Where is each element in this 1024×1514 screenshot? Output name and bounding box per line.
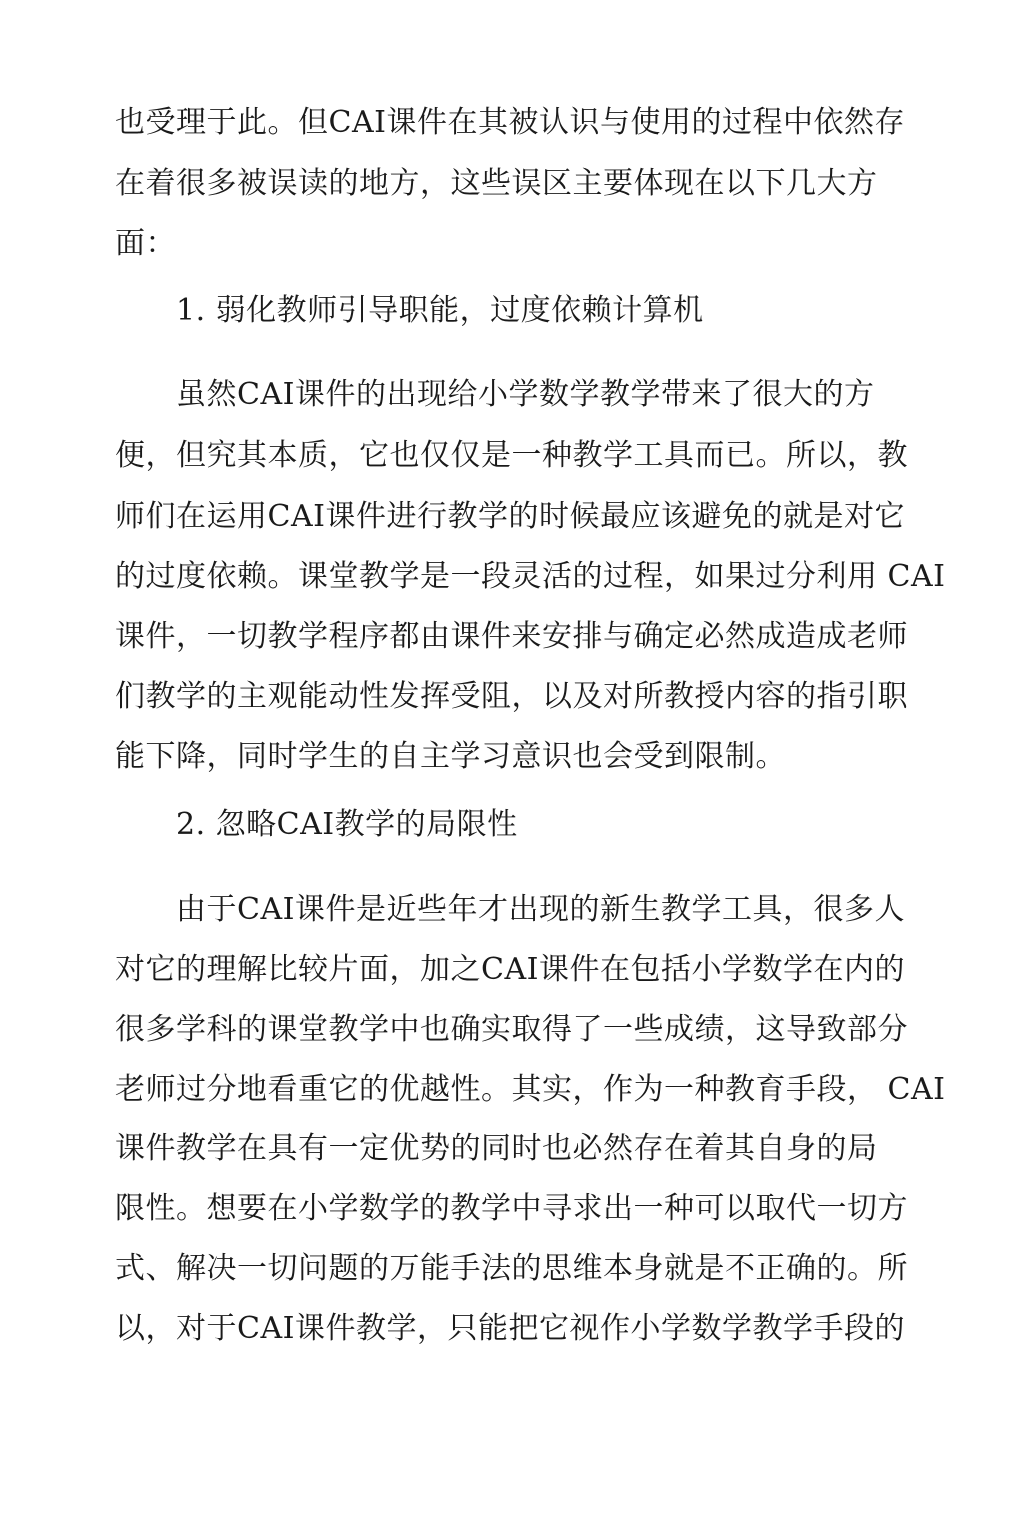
text-line: 很多学科的课堂教学中也确实取得了一些成绩，这导致部分: [115, 1012, 908, 1047]
text-line: 老师过分地看重它的优越性。其实，作为一种教育手段， CAI: [115, 1072, 946, 1107]
text-line: 师们在运用CAI课件进行教学的时候最应该避免的就是对它: [115, 499, 905, 534]
text-line: 便，但究其本质，它也仅仅是一种教学工具而已。所以，教: [115, 438, 908, 473]
text-line: 限性。想要在小学数学的教学中寻求出一种可以取代一切方: [115, 1191, 908, 1226]
paragraph-first-line: 虽然CAI课件的出现给小学数学教学带来了很大的方: [176, 377, 875, 412]
text-line: 课件教学在具有一定优势的同时也必然存在着其自身的局: [115, 1131, 878, 1166]
text-line: 面：: [115, 226, 176, 261]
section-heading-1: 1. 弱化教师引导职能，过度依赖计算机: [176, 293, 704, 328]
paragraph-first-line: 由于CAI课件是近些年才出现的新生教学工具，很多人: [176, 892, 905, 927]
text-line: 也受理于此。但CAI课件在其被认识与使用的过程中依然存: [115, 105, 905, 140]
text-line: 能下降，同时学生的自主学习意识也会受到限制。: [115, 739, 786, 774]
text-line: 以，对于CAI课件教学，只能把它视作小学数学教学手段的: [115, 1311, 905, 1346]
text-line: 们教学的主观能动性发挥受阻，以及对所教授内容的指引职: [115, 679, 908, 714]
text-line: 对它的理解比较片面，加之CAI课件在包括小学数学在内的: [115, 952, 905, 987]
text-line: 的过度依赖。课堂教学是一段灵活的过程，如果过分利用 CAI: [115, 559, 946, 594]
text-line: 在着很多被误读的地方，这些误区主要体现在以下几大方: [115, 166, 878, 201]
text-line: 式、解决一切问题的万能手法的思维本身就是不正确的。所: [115, 1251, 908, 1286]
section-heading-2: 2. 忽略CAI教学的局限性: [176, 807, 518, 842]
text-line: 课件，一切教学程序都由课件来安排与确定必然成造成老师: [115, 619, 908, 654]
